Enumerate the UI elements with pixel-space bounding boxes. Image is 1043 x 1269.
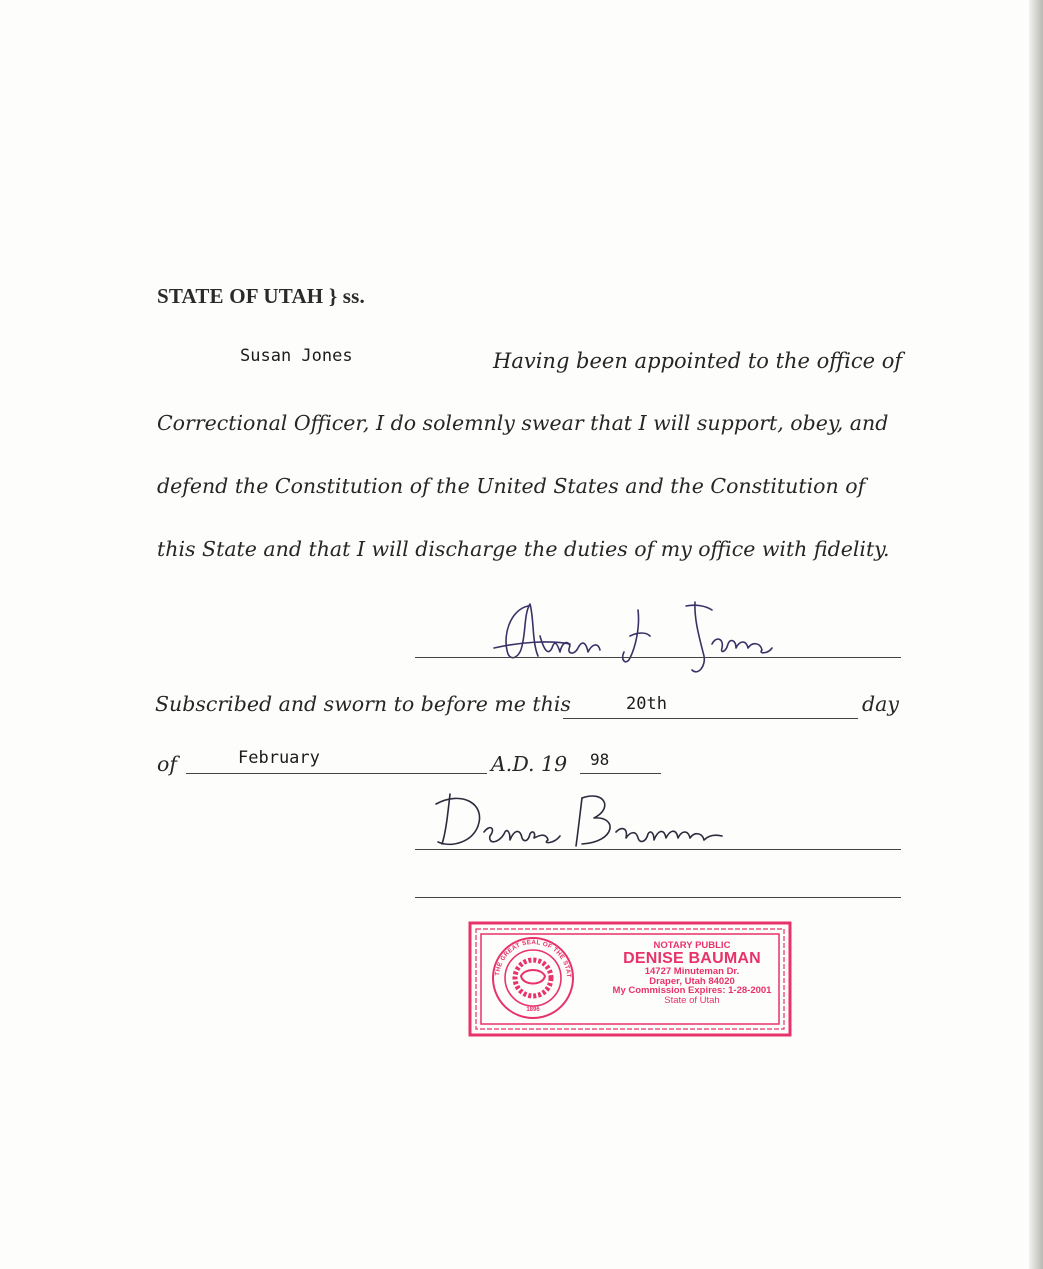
stamp-title: NOTARY PUBLIC	[653, 940, 731, 951]
ss-label: ss.	[342, 284, 365, 308]
affiant-name-typed: Susan Jones	[240, 346, 353, 366]
year-line	[580, 773, 661, 774]
seal-year: 1896	[526, 1007, 540, 1013]
month-value: February	[238, 748, 320, 768]
brace: }	[328, 284, 338, 308]
affiant-signature-ink	[490, 596, 780, 682]
stamp-commission: My Commission Expires: 1-28-2001	[612, 985, 772, 997]
oath-line-4: this State and that I will discharge the duties of my office with fidelity.	[157, 537, 890, 561]
of-word: of	[157, 752, 177, 776]
stamp-state: State of Utah	[664, 995, 720, 1007]
subscribed-text: Subscribed and sworn to before me this	[155, 692, 571, 716]
seal-ring-text: THE GREAT SEAL OF THE STAT	[494, 938, 573, 978]
affiant-signature-line	[415, 657, 901, 658]
year-value: 98	[590, 750, 610, 769]
stamp-address-2: Draper, Utah 84020	[649, 975, 735, 987]
oath-line-3: defend the Constitution of the United States and the Constitution of	[157, 474, 866, 498]
month-line	[186, 773, 487, 774]
stamp-address-1: 14727 Minuteman Dr.	[644, 966, 740, 977]
notary-signature-ink	[432, 786, 732, 856]
venue-heading	[157, 284, 365, 309]
state-label: STATE OF UTAH	[157, 284, 324, 308]
day-line	[563, 718, 858, 719]
day-word: day	[862, 692, 899, 716]
notary-signature-line	[415, 849, 901, 850]
day-value: 20th	[626, 694, 667, 714]
ad-label: A.D. 19	[491, 752, 568, 776]
oath-line-2: Correctional Officer, I do solemnly swear that I will support, obey, and	[157, 411, 889, 435]
oath-line-1: Having been appointed to the office of	[493, 349, 903, 373]
stamp-notary-name: DENISE BAUMAN	[623, 949, 761, 967]
affiant-signature	[490, 596, 780, 687]
notary-title-line	[415, 897, 901, 898]
notary-stamp-text	[592, 941, 792, 1006]
page-edge-shadow	[1029, 0, 1043, 1269]
